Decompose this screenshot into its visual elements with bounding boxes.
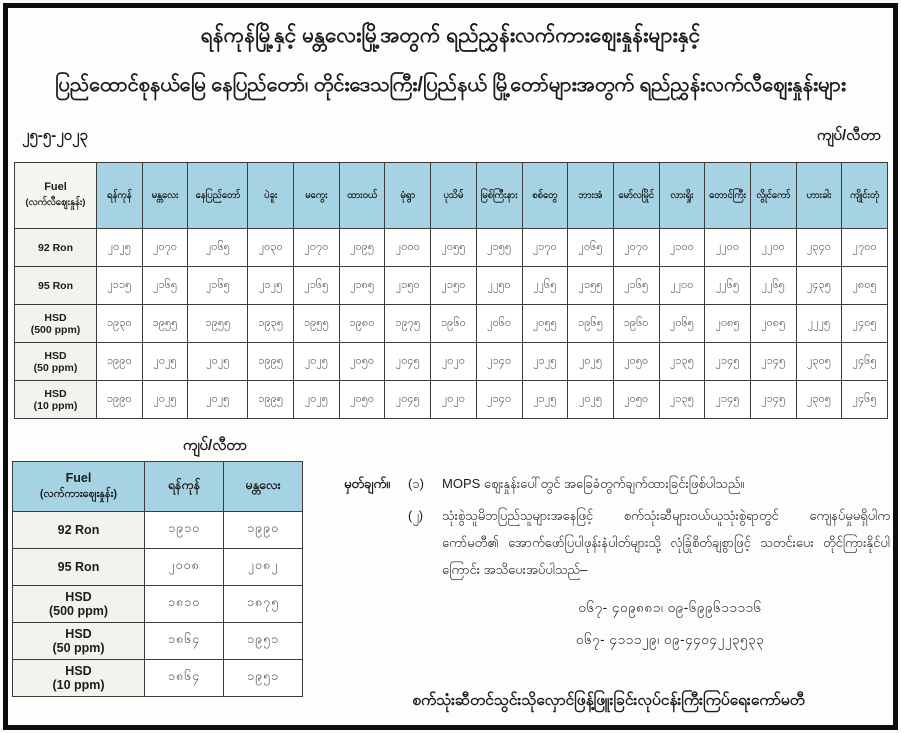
price-cell: ၂၀၅၀ [613, 381, 659, 419]
price-cell: ၂၀၈၂ [224, 549, 303, 586]
price-cell: ၂၁၇၀ [522, 229, 568, 267]
row-label: HSD (10 ppm) [13, 660, 145, 697]
city-header: ဘားအံ [568, 163, 614, 229]
row-label: HSD (50 ppm) [13, 623, 145, 660]
price-cell: ၂၀၇၀ [294, 229, 340, 267]
price-cell: ၂၁၄၅ [705, 381, 751, 419]
price-row [15, 343, 888, 381]
price-cell: ၂၁၃၅ [659, 381, 705, 419]
price-cell: ၂၃၀၅ [796, 343, 842, 381]
price-cell: ၂၀၂၅ [142, 343, 188, 381]
price-cell: ၂၂၀၀ [659, 267, 705, 305]
meta-line [22, 126, 881, 148]
price-cell: ၂၁၆၅ [188, 267, 248, 305]
price-cell: ၁၉၈၀ [339, 305, 385, 343]
price-cell: ၂၁၅၅ [476, 229, 522, 267]
row-label: HSD (500 ppm) [15, 305, 97, 343]
price-cell: ၂၁၄၀ [476, 343, 522, 381]
price-cell: ၂၀၆၀ [476, 305, 522, 343]
city-header: မော်လမြိုင် [613, 163, 659, 229]
price-cell: ၂၁၄၀ [476, 381, 522, 419]
price-cell: ၂၀၄၅ [385, 343, 431, 381]
wholesale-price-table [12, 461, 303, 697]
city-header: ကျိုင်းတုံ [842, 163, 888, 229]
price-cell: ၂၀၅၀ [613, 343, 659, 381]
price-cell: ၁၉၉၀ [97, 343, 143, 381]
unit-label-bottom: ကျပ်/လီတာ [182, 437, 248, 454]
price-cell: ၂၀၇၀ [613, 229, 659, 267]
price-cell: ၁၉၅၅ [294, 305, 340, 343]
note-1-number: (၁) [408, 476, 424, 491]
price-cell: ၂၂၆၅ [705, 267, 751, 305]
title-line-1: ရန်ကုန်မြို့နှင့် မန္တလေးမြို့အတွက် ရည်ညွှန်းလက်ကားဈေးနှုန်းများနှင့် [200, 24, 701, 47]
price-cell: ၂၀၉၅ [339, 229, 385, 267]
price-cell: ၂၁၀၀ [659, 229, 705, 267]
price-cell: ၂၀၂၅ [568, 343, 614, 381]
city-header: လားရှိုး [659, 163, 705, 229]
phone-line-2: ၀၆၇- ၄၁၁၁၂၉၊ ၀၉-၄၄၀၄၂၂၃၅၃၃ [575, 632, 765, 647]
price-cell: ၂၁၆၅ [294, 267, 340, 305]
fuel-corner-line2: (လက်လီဈေးနှုန်း) [25, 197, 86, 208]
row-label: HSD (10 ppm) [15, 381, 97, 419]
fuel-corner-line2: (လက်ကားဈေးနှုန်း) [39, 487, 118, 500]
price-cell: ၂၇၀၀ [842, 229, 888, 267]
price-cell: ၂၁၈၅ [339, 267, 385, 305]
price-cell: ၂၀၆၅ [568, 229, 614, 267]
city-header: မြစ်ကြီးနား [476, 163, 522, 229]
price-cell: ၁၉၉၀ [224, 512, 303, 549]
header-row [15, 163, 888, 229]
row-label: HSD (500 ppm) [13, 586, 145, 623]
price-cell: ၂၀၇၀ [142, 229, 188, 267]
note-1-text: MOPS ဈေးနှုန်းပေါ်တွင် အခြေခံတွက်ချက်ထားခြင်းဖြစ်ပါသည်။ [442, 476, 745, 491]
row-label: HSD (50 ppm) [15, 343, 97, 381]
city-header: မန္တလေး [142, 163, 188, 229]
phone-line-1: ၀၆၇- ၄၀၉၈၈၁၊ ၀၉-၆၉၉၆၁၁၁၁၆ [578, 600, 762, 615]
header-row [13, 462, 303, 512]
price-cell: ၁၈၆၄ [145, 623, 224, 660]
fuel-corner-header [15, 163, 97, 229]
price-cell: ၂၁၆၅ [613, 267, 659, 305]
price-row [15, 305, 888, 343]
city-header: စစ်တွေ [522, 163, 568, 229]
city-header: ရန်ကုန် [97, 163, 143, 229]
price-cell: ၂၂၀၀ [750, 229, 796, 267]
price-cell: ၁၈၁၀ [145, 586, 224, 623]
price-cell: ၁၉၃၅ [248, 305, 294, 343]
price-cell: ၁၉၅၁ [224, 660, 303, 697]
price-cell: ၂၂၆၅ [750, 267, 796, 305]
price-cell: ၂၁၅၀ [431, 267, 477, 305]
committee-footer: စက်သုံးဆီတင်သွင်းသိုလှောင်ဖြန့်ဖြူးခြင်းလုပ်ငန်းကြီးကြပ်ရေးကော်မတီ [412, 692, 805, 709]
price-row [15, 267, 888, 305]
price-row [13, 512, 303, 549]
price-row [13, 586, 303, 623]
price-cell: ၂၁၃၅ [659, 343, 705, 381]
note-2-text: သုံးစွဲသူမိဘပြည်သူများအနေဖြင့် စက်သုံးဆီများဝယ်ယူသုံးစွဲရာတွင် ကျေနပ်မှုမရှိပါက ကော်မတီ၏ အောက်ဖော်ပြပါဖုန်းနံပါတ်များသို့ လုံခြုံစိတ်ချစွာဖြင့် သတင်းပေး တိုင်ကြားနိုင်ပါကြောင်း အသိပေးအပ်ပါသည်– [442, 508, 890, 577]
price-cell: ၂၀၅၅ [522, 305, 568, 343]
price-cell: ၁၈၇၅ [224, 586, 303, 623]
notes-heading: မှတ်ချက်။ [344, 476, 391, 491]
unit-label-top: ကျပ်/လီတာ [816, 127, 881, 144]
price-cell: ၂၀၂၅ [294, 343, 340, 381]
city-header: ထားဝယ် [339, 163, 385, 229]
price-row [15, 381, 888, 419]
row-label: 92 Ron [15, 229, 97, 267]
page-title [30, 22, 871, 99]
price-cell: ၂၀၄၅ [385, 381, 431, 419]
fuel-corner-line1: Fuel [65, 470, 92, 485]
city-header: မုံရွာ [385, 163, 431, 229]
fuel-corner-line1: Fuel [44, 181, 67, 193]
city-header: ပဲခူး [248, 163, 294, 229]
price-cell: ၂၄၀၅ [842, 305, 888, 343]
price-cell: ၂၁၄၅ [750, 381, 796, 419]
price-cell: ၂၃၀၅ [796, 381, 842, 419]
price-cell: ၂၄၆၅ [842, 381, 888, 419]
price-cell: ၁၉၇၅ [385, 305, 431, 343]
price-row [13, 660, 303, 697]
price-cell: ၂၁၂၅ [522, 343, 568, 381]
price-cell: ၂၀၂၅ [188, 343, 248, 381]
price-cell: ၂၀၈၅ [750, 305, 796, 343]
price-row [13, 549, 303, 586]
row-label: 92 Ron [13, 512, 145, 549]
price-cell: ၂၀၈၅ [705, 305, 751, 343]
price-cell: ၁၉၉၅ [248, 381, 294, 419]
price-cell: ၂၀၅၀ [339, 343, 385, 381]
price-cell: ၂၀၂၅ [142, 381, 188, 419]
price-cell: ၂၀၂၅ [97, 229, 143, 267]
price-cell: ၂၀၆၅ [188, 229, 248, 267]
price-cell: ၂၀၂၀ [431, 381, 477, 419]
price-cell: ၁၉၅၅ [188, 305, 248, 343]
city-header: နေပြည်တော် [188, 163, 248, 229]
contact-phones [470, 592, 870, 656]
price-cell: ၂၂၂၅ [796, 305, 842, 343]
price-cell: ၁၉၉၅ [248, 343, 294, 381]
price-cell: ၁၉၁၀ [145, 512, 224, 549]
price-cell: ၁၉၃၀ [97, 305, 143, 343]
price-cell: ၂၈၀၅ [842, 267, 888, 305]
price-cell: ၂၄၆၅ [842, 343, 888, 381]
price-cell: ၂၁၁၅ [97, 267, 143, 305]
price-cell: ၂၀၆၅ [659, 305, 705, 343]
price-cell: ၂၀၃၀ [248, 229, 294, 267]
price-cell: ၂၁၅၀ [385, 267, 431, 305]
note-2-number: (၂) [408, 508, 424, 523]
city-header: မန္တလေး [224, 462, 303, 512]
date: ၂၅-၅-၂၀၂၃ [22, 127, 88, 144]
price-cell: ၂၀၅၅ [431, 229, 477, 267]
price-cell: ၂၀၂၅ [568, 381, 614, 419]
price-cell: ၁၉၉၀ [97, 381, 143, 419]
price-cell: ၁၉၅၅ [142, 305, 188, 343]
price-cell: ၁၉၆၀ [431, 305, 477, 343]
city-header: ပုသိမ် [431, 163, 477, 229]
city-header: ရန်ကုန် [145, 462, 224, 512]
retail-price-table [14, 162, 888, 419]
price-cell: ၁၉၆၀ [613, 305, 659, 343]
price-cell: ၂၀၅၀ [339, 381, 385, 419]
city-header: မကွေး [294, 163, 340, 229]
notes-section [344, 470, 890, 583]
price-cell: ၂၁၂၅ [248, 267, 294, 305]
city-header: တောင်ကြီး [705, 163, 751, 229]
price-cell: ၂၃၄၀ [796, 229, 842, 267]
title-line-2: ပြည်ထောင်စုနယ်မြေ နေပြည်တော်၊ တိုင်းဒေသကြီး/ပြည်နယ် မြို့တော်များအတွက် ရည်ညွှန်းလက်လီဈေးနှုန်းများ [55, 74, 846, 97]
price-cell: ၂၂၀၀ [705, 229, 751, 267]
city-header: ဟားခါး [796, 163, 842, 229]
price-cell: ၂၀၂၅ [294, 381, 340, 419]
price-cell: ၂၄၃၅ [796, 267, 842, 305]
price-cell: ၂၀၂၅ [188, 381, 248, 419]
note-item-1 [344, 470, 890, 497]
note-item-2 [344, 502, 890, 583]
price-cell: ၁၉၅၁ [224, 623, 303, 660]
row-label: 95 Ron [15, 267, 97, 305]
price-cell: ၁၈၆၄ [145, 660, 224, 697]
fuel-corner-header [13, 462, 145, 512]
price-row [15, 229, 888, 267]
price-cell: ၂၀၀၈ [145, 549, 224, 586]
price-cell: ၂၁၅၅ [568, 267, 614, 305]
city-header: လွိုင်ကော် [750, 163, 796, 229]
price-cell: ၂၂၆၅ [522, 267, 568, 305]
row-label: 95 Ron [13, 549, 145, 586]
price-cell: ၁၉၆၅ [568, 305, 614, 343]
price-cell: ၂၁၂၅ [522, 381, 568, 419]
price-cell: ၂၁၆၅ [142, 267, 188, 305]
price-cell: ၂၁၄၅ [750, 343, 796, 381]
price-cell: ၂၀၂၀ [431, 343, 477, 381]
price-cell: ၂၀၀၀ [385, 229, 431, 267]
price-cell: ၂၁၄၅ [705, 343, 751, 381]
price-row [13, 623, 303, 660]
price-cell: ၂၂၅၀ [476, 267, 522, 305]
